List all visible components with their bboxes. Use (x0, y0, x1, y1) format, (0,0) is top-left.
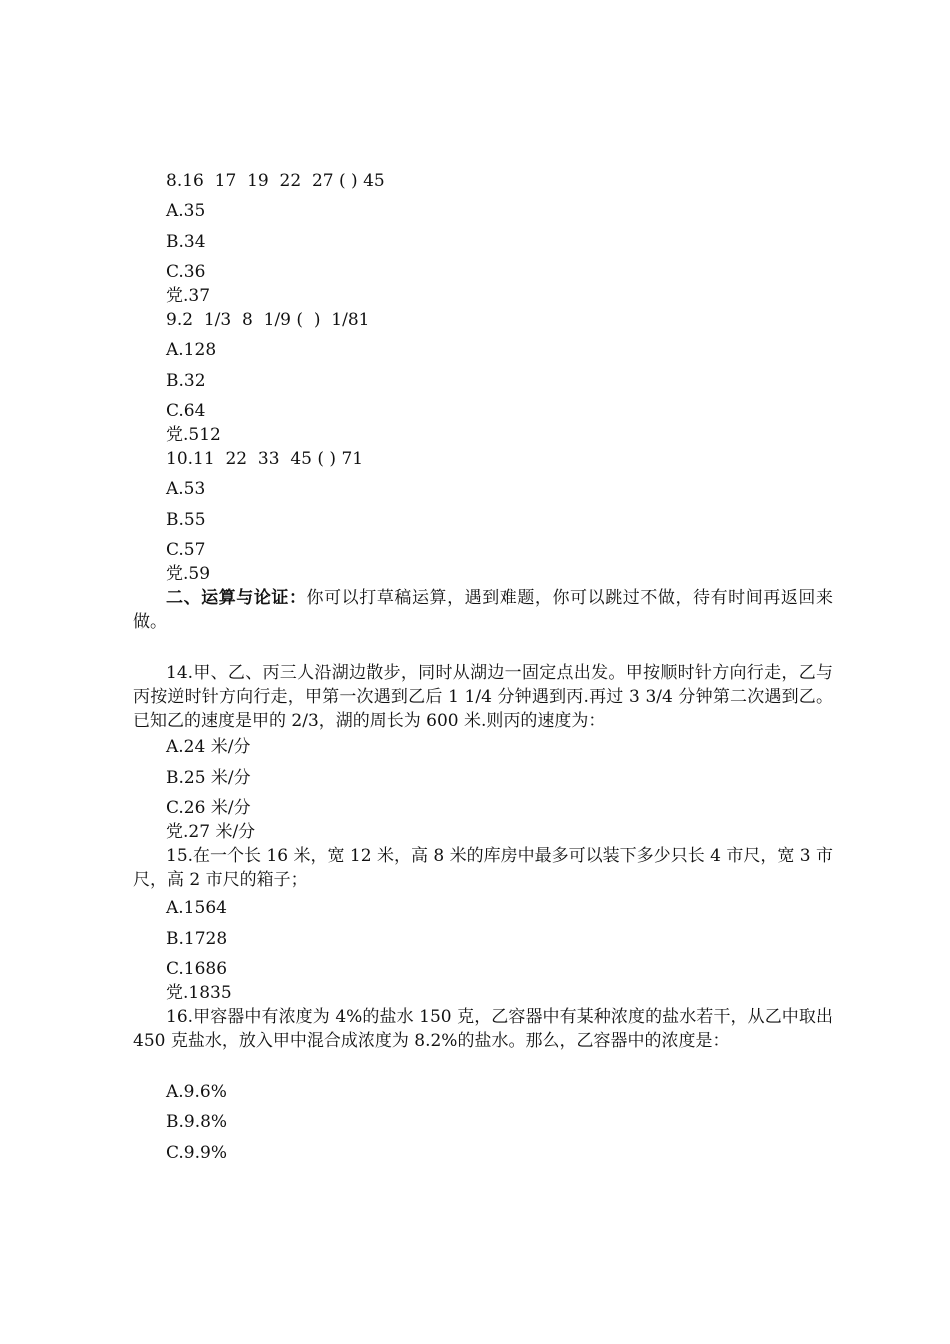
q15-option-b: B.1728 (166, 929, 228, 949)
q8-option-c: C.36 (166, 262, 206, 282)
q9-stem: 9.2 1/3 8 1/9 ( ) 1/81 (166, 310, 370, 330)
q10-stem: 10.11 22 33 45 ( ) 71 (166, 449, 364, 469)
q10-option-d: 党.59 (166, 564, 211, 584)
section-2-heading: 二、运算与论证： (166, 588, 307, 608)
q8-option-b: B.34 (166, 232, 206, 252)
q15-stem: 15.在一个长 16 米，宽 12 米，高 8 米的库房中最多可以装下多少只长 4 市尺，宽 3 市尺，高 2 市尺的箱子； (133, 846, 833, 890)
q15-option-a: A.1564 (166, 898, 227, 918)
q16-option-a: A.9.6% (166, 1082, 227, 1102)
section-2-paragraph (133, 586, 833, 634)
q14-option-b: B.25 米/分 (166, 768, 251, 788)
q8-option-a: A.35 (166, 201, 206, 221)
q10-option-c: C.57 (166, 540, 206, 560)
q9-option-c: C.64 (166, 401, 206, 421)
q10-option-a: A.53 (166, 479, 206, 499)
q14-stem: 14.甲、乙、丙三人沿湖边散步，同时从湖边一固定点出发。甲按顺时针方向行走，乙与丙按逆时针方向行走，甲第一次遇到乙后 1 1/4 分钟遇到丙.再过 3 3/4 分钟第二次遇到乙。已知乙的速度是甲的 2/3，湖的周长为 600 米.则丙的速度为： (133, 663, 833, 731)
q8-option-d: 党.37 (166, 286, 211, 306)
q14-option-a: A.24 米/分 (166, 737, 251, 757)
q10-option-b: B.55 (166, 510, 206, 530)
q14-option-d: 党.27 米/分 (166, 822, 256, 842)
q9-option-b: B.32 (166, 371, 206, 391)
section-2-text: 你可以打草稿运算，遇到难题，你可以跳过不做，待有时间再返回来做。 (133, 588, 834, 632)
q15-option-d: 党.1835 (166, 983, 232, 1003)
q14-option-c: C.26 米/分 (166, 798, 251, 818)
q9-option-d: 党.512 (166, 425, 221, 445)
q8-stem: 8.16 17 19 22 27 ( ) 45 (166, 171, 385, 191)
q15-option-c: C.1686 (166, 959, 228, 979)
q16-stem: 16.甲容器中有浓度为 4%的盐水 150 克，乙容器中有某种浓度的盐水若干，从乙中取出 450 克盐水，放入甲中混合成浓度为 8.2%的盐水。那么，乙容器中的浓度是： (133, 1007, 833, 1051)
q16-option-b: B.9.8% (166, 1112, 228, 1132)
q9-option-a: A.128 (166, 340, 217, 360)
q16-option-c: C.9.9% (166, 1143, 227, 1163)
